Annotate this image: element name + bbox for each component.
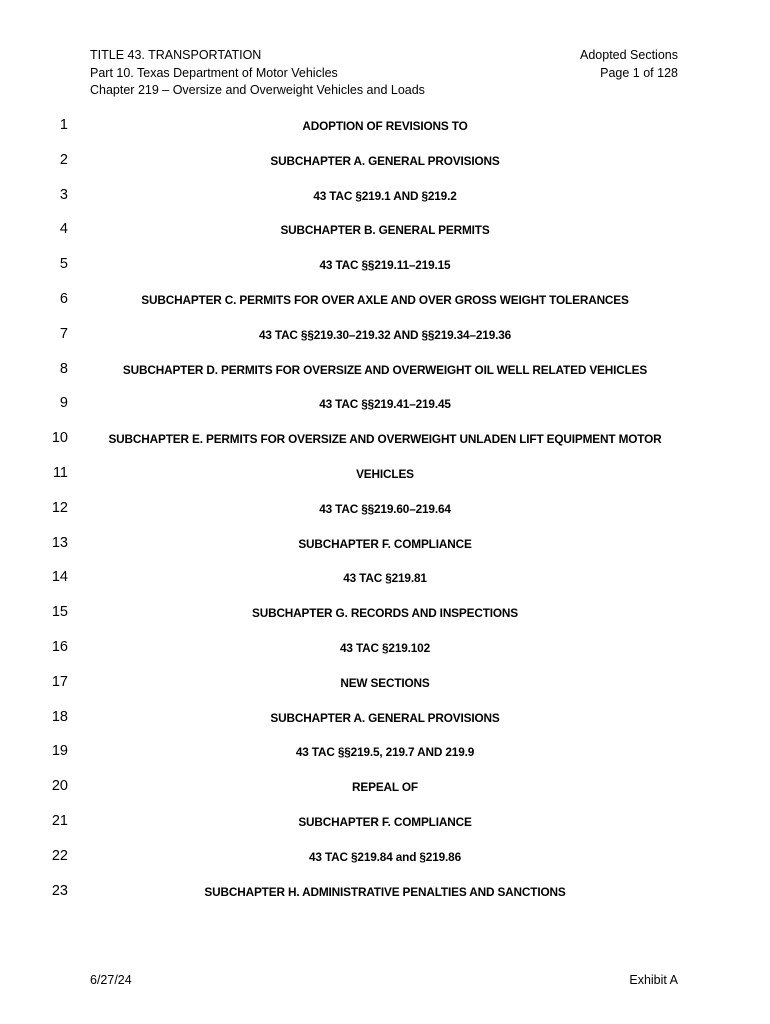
numbered-line — [0, 290, 770, 325]
numbered-line — [0, 499, 770, 534]
line-heading: SUBCHAPTER A. GENERAL PROVISIONS — [270, 153, 500, 168]
numbered-line — [0, 360, 770, 395]
line-number: 10 — [51, 430, 68, 447]
line-number: 20 — [51, 778, 68, 795]
line-number: 13 — [51, 534, 68, 551]
header-title: TITLE 43. TRANSPORTATION — [90, 48, 262, 62]
line-number: 5 — [59, 256, 68, 273]
line-number: 3 — [59, 186, 68, 203]
numbered-line — [0, 882, 770, 917]
numbered-line — [0, 603, 770, 638]
numbered-line — [0, 708, 770, 743]
document-header-page-block — [580, 47, 678, 82]
numbered-line — [0, 429, 770, 464]
numbered-line — [0, 568, 770, 603]
line-heading: SUBCHAPTER A. GENERAL PROVISIONS — [270, 710, 500, 725]
numbered-line — [0, 151, 770, 186]
numbered-line — [0, 812, 770, 847]
line-heading: VEHICLES — [356, 466, 414, 481]
line-number: 12 — [51, 499, 68, 516]
line-heading: ADOPTION OF REVISIONS TO — [302, 119, 468, 133]
numbered-line — [0, 742, 770, 777]
footer-date: 6/27/24 — [90, 973, 132, 987]
line-number: 23 — [51, 882, 68, 899]
numbered-line — [0, 186, 770, 221]
numbered-lines — [0, 116, 770, 916]
page-number: Page 1 of 128 — [600, 65, 678, 80]
line-heading: 43 TAC §219.102 — [340, 640, 430, 655]
numbered-line — [0, 220, 770, 255]
line-number: 7 — [59, 325, 68, 342]
line-heading: 43 TAC §219.81 — [343, 571, 427, 586]
line-number: 21 — [51, 812, 68, 829]
line-heading: 43 TAC §219.1 AND §219.2 — [313, 188, 457, 203]
line-number: 2 — [59, 151, 68, 168]
line-number: 16 — [51, 638, 68, 655]
line-number: 8 — [59, 360, 68, 377]
line-heading: SUBCHAPTER H. ADMINISTRATIVE PENALTIES AND SANCTIONS — [204, 884, 566, 899]
line-number: 18 — [51, 708, 68, 725]
numbered-line — [0, 777, 770, 812]
header-part: Part 10. Texas Department of Motor Vehicles — [90, 65, 338, 80]
line-number: 11 — [52, 464, 68, 481]
numbered-line — [0, 255, 770, 290]
numbered-line — [0, 534, 770, 569]
header-chapter: Chapter 219 – Oversize and Overweight Vehicles and Loads — [90, 83, 425, 97]
line-number: 17 — [51, 673, 68, 690]
line-number: 22 — [51, 847, 68, 864]
line-number: 14 — [51, 569, 68, 586]
line-heading: SUBCHAPTER D. PERMITS FOR OVERSIZE AND OVERWEIGHT OIL WELL RELATED VEHICLES — [122, 362, 648, 377]
line-heading: 43 TAC §§219.30–219.32 AND §§219.34–219.36 — [258, 327, 512, 342]
line-heading: REPEAL OF — [352, 780, 418, 795]
header-status: Adopted Sections — [580, 48, 678, 62]
line-number: 4 — [59, 221, 68, 238]
numbered-line — [0, 394, 770, 429]
line-heading: SUBCHAPTER B. GENERAL PERMITS — [280, 223, 490, 238]
line-heading: SUBCHAPTER G. RECORDS AND INSPECTIONS — [251, 606, 519, 621]
numbered-line — [0, 116, 770, 151]
line-heading: 43 TAC §§219.11–219.15 — [319, 258, 451, 273]
footer-exhibit: Exhibit A — [629, 973, 678, 987]
line-heading: SUBCHAPTER C. PERMITS FOR OVER AXLE AND OVER GROSS WEIGHT TOLERANCES — [141, 292, 629, 307]
numbered-line — [0, 464, 770, 499]
line-heading: 43 TAC §§219.60–219.64 — [319, 501, 451, 516]
line-heading: SUBCHAPTER F. COMPLIANCE — [298, 536, 472, 551]
line-number: 9 — [59, 395, 68, 412]
line-number: 19 — [51, 743, 68, 760]
numbered-line — [0, 847, 770, 882]
line-heading: SUBCHAPTER E. PERMITS FOR OVERSIZE AND OVERWEIGHT UNLADEN LIFT EQUIPMENT MOTOR — [108, 432, 662, 447]
numbered-line — [0, 673, 770, 708]
line-heading: SUBCHAPTER F. COMPLIANCE — [298, 814, 472, 829]
line-number: 1 — [59, 117, 68, 133]
line-heading: NEW SECTIONS — [340, 675, 430, 690]
numbered-line — [0, 325, 770, 360]
line-heading: 43 TAC §§219.5, 219.7 AND 219.9 — [295, 745, 475, 760]
numbered-line — [0, 638, 770, 673]
document-header-title-block — [90, 47, 425, 100]
line-number: 15 — [51, 604, 68, 621]
line-heading: 43 TAC §219.84 and §219.86 — [309, 849, 461, 864]
line-heading: 43 TAC §§219.41–219.45 — [319, 397, 451, 412]
line-number: 6 — [59, 290, 68, 307]
